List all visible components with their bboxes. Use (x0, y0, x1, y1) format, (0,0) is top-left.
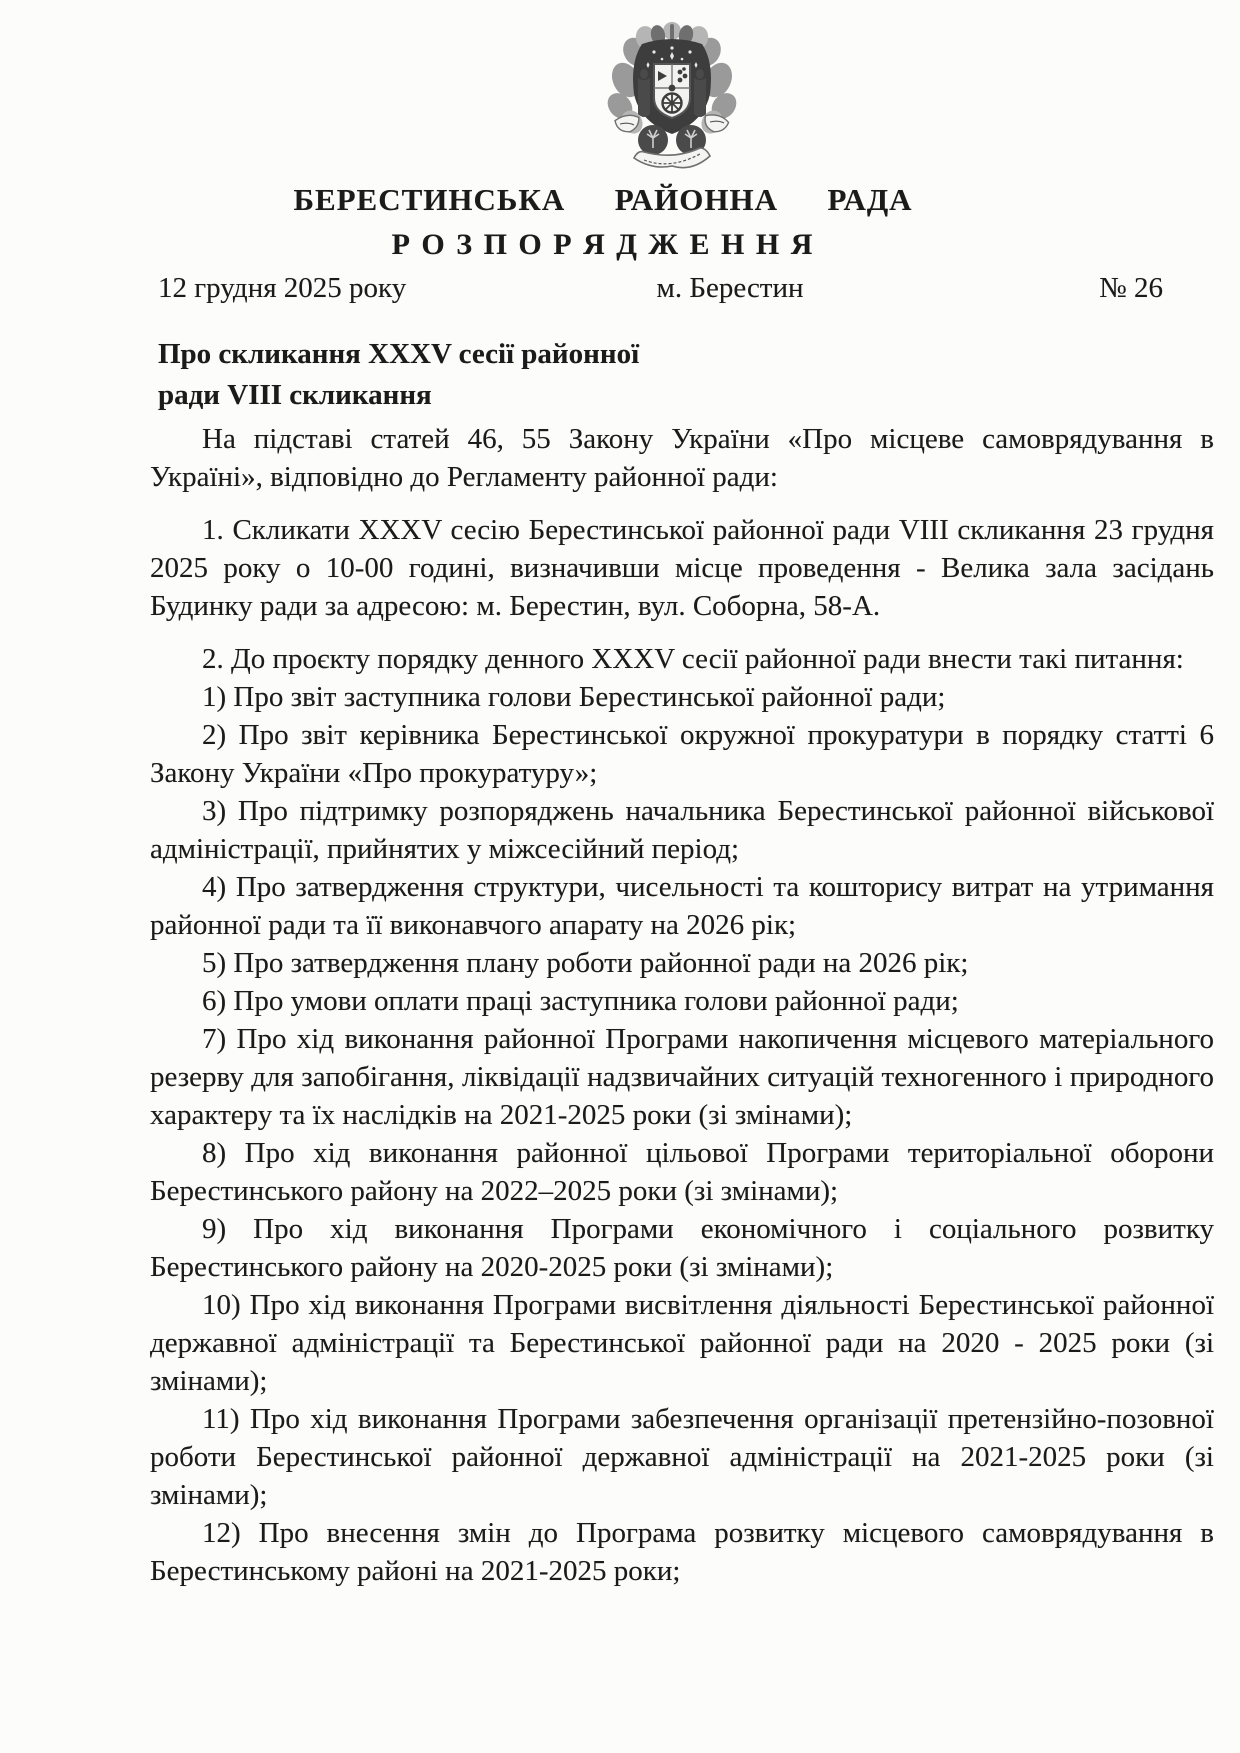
agenda-item-7: 7) Про хід виконання районної Програми накопичення місцевого матеріального резерву для запобігання, ліквідації надзвичайних ситуацій техногенного і природного характеру та їх наслідків на 2021-2025 роки (зі змінами); (150, 1023, 1214, 1131)
agenda-item-1: 1) Про звіт заступника голови Берестинської районної ради; (202, 681, 946, 713)
subject-line-2: ради VIII скликання (158, 379, 432, 411)
agenda-item-3: 3) Про підтримку розпоряджень начальника Берестинської районної військової адміністрації, прийнятих у міжсесійний період; (150, 795, 1214, 865)
agenda-item-12: 12) Про внесення змін до Програма розвитку місцевого самоврядування в Берестинському районі на 2021-2025 роки; (150, 1517, 1214, 1587)
agenda-item-5: 5) Про затвердження плану роботи районної ради на 2026 рік; (202, 947, 969, 979)
clause-1: 1. Скликати XXXV сесію Берестинської районної ради VIII скликання 23 грудня 2025 року о 10-00 годині, визначивши місце проведення - Велика зала засідань Будинку ради за адресою: м. Берестин, вул. Соборна, 58-А. (150, 514, 1214, 622)
clause-2: 2. До проєкту порядку денного XXXV сесії районної ради внести такі питання: (202, 643, 1184, 675)
meta-row (0, 272, 1240, 312)
document-body (150, 420, 1214, 1590)
agenda-item-9: 9) Про хід виконання Програми економічного і соціального розвитку Берестинського району на 2020-2025 роки (зі змінами); (150, 1213, 1214, 1283)
agenda-item-4: 4) Про затвердження структури, чисельності та кошторису витрат на утримання районної ради та її виконавчого апарату на 2026 рік; (150, 871, 1214, 941)
coat-of-arms-icon (592, 22, 752, 176)
document-subject (158, 334, 639, 416)
preamble-paragraph: На підставі статей 46, 55 Закону України «Про місцеве самоврядування в Україні», відповідно до Регламенту районної ради: (150, 423, 1214, 493)
agenda-item-10: 10) Про хід виконання Програми висвітлення діяльності Берестинської районної державної адміністрації та Берестинської районної ради на 2020 - 2025 роки (зі змінами); (150, 1289, 1214, 1397)
coat-of-arms-graphic (592, 22, 752, 176)
document-place: м. Берестин (656, 272, 804, 304)
agenda-list (150, 678, 1214, 1590)
subject-line-1: Про скликання XXXV сесії районної (158, 338, 640, 370)
agenda-item-2: 2) Про звіт керівника Берестинської окружної прокуратури в порядку статті 6 Закону України «Про прокуратуру»; (150, 719, 1214, 789)
agenda-item-6: 6) Про умови оплати праці заступника голови районної ради; (202, 985, 959, 1017)
council-name: БЕРЕСТИНСЬКА РАЙОННА РАДА (293, 182, 913, 217)
document-number: № 26 (1099, 272, 1163, 304)
agenda-item-8: 8) Про хід виконання районної цільової Програми територіальної оборони Берестинського району на 2022–2025 роки (зі змінами); (150, 1137, 1214, 1207)
document-date: 12 грудня 2025 року (158, 272, 407, 304)
agenda-item-11: 11) Про хід виконання Програми забезпечення організації претензійно-позовної роботи Берестинської районної державної адміністрації на 2021-2025 роки (зі змінами); (150, 1403, 1214, 1511)
document-type-heading: Р О З П О Р Я Д Ж Е Н Н Я (391, 228, 815, 261)
